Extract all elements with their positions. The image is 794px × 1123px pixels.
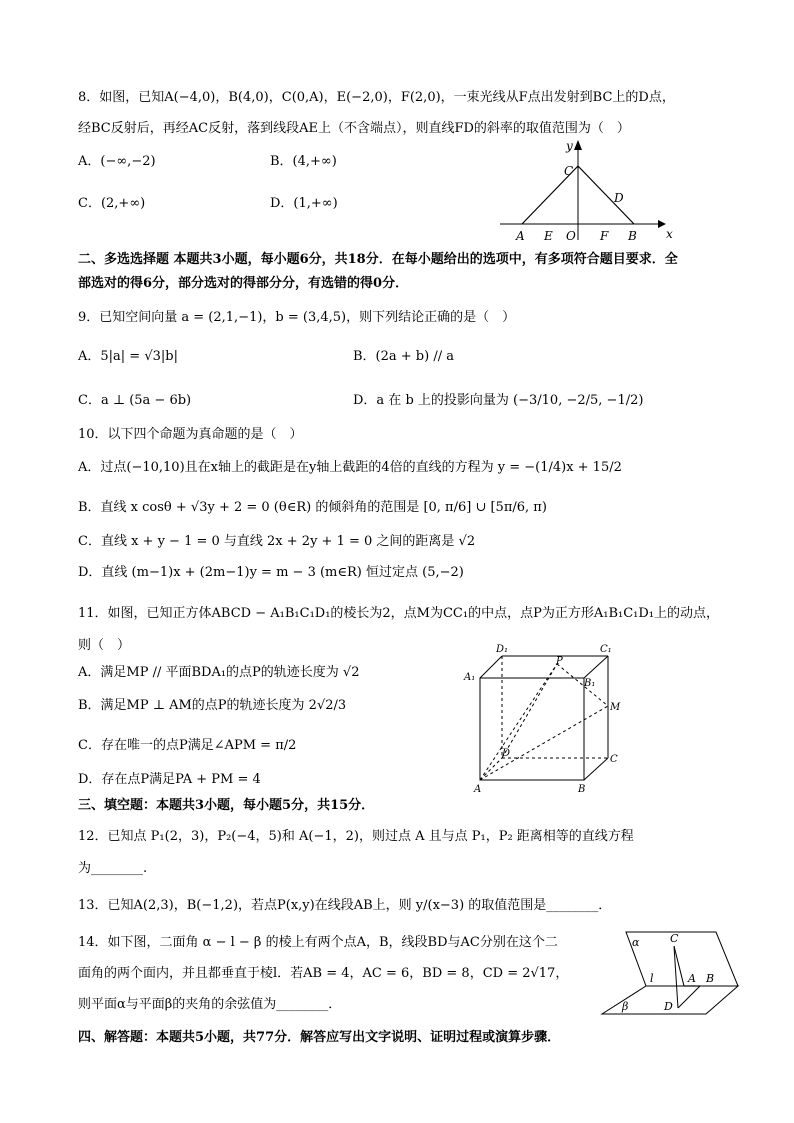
- q11-fig-label-a1: A₁: [464, 672, 476, 683]
- q8-fig-label-b: B: [628, 229, 637, 243]
- q11-option-c: C．存在唯一的点P满足∠APM = π/2: [78, 738, 297, 753]
- q11-fig-label-p: P: [556, 656, 563, 667]
- q11-fig-label-b1: B₁: [584, 678, 596, 689]
- q10-option-d: D．直线 (m−1)x + (2m−1)y = m − 3 (m∈R) 恒过定点 (5,−2): [78, 565, 464, 580]
- q10-option-b: B．直线 x cosθ + √3y + 2 = 0 (θ∈R) 的倾斜角的范围是 [0, π/6] ∪ [5π/6, π): [78, 500, 547, 515]
- q14-dihedral-figure: [598, 926, 748, 1018]
- q10-option-a-equation: y = −(1/4)x + 15/2: [497, 460, 622, 475]
- q14-fig-label-l: l: [650, 972, 654, 985]
- q9-option-d-text: D．a 在 b 上的投影向量为: [353, 393, 509, 408]
- q8-fig-label-o: O: [566, 229, 576, 243]
- q10-stem: 10．以下四个命题为真命题的是（ ）: [78, 427, 303, 442]
- q9-option-c: C．a ⊥ (5a − 6b): [78, 393, 192, 408]
- q14-fig-label-b: B: [706, 972, 715, 985]
- section-2-heading-line2: 部选对的得6分，部分选对的得部分分，有选错的得0分．: [78, 276, 409, 291]
- q8-option-c: C．(2,+∞): [78, 196, 146, 211]
- section-3-heading: 三、填空题：本题共3小题，每小题5分，共15分．: [78, 798, 375, 813]
- q14-fig-label-beta: β: [622, 1000, 629, 1013]
- q10-option-c: C．直线 x + y − 1 = 0 与直线 2x + 2y + 1 = 0 之间的距离是 √2: [78, 534, 476, 549]
- q8-fig-label-d: D: [614, 191, 624, 205]
- q14-fig-label-alpha: α: [632, 936, 640, 949]
- q11-option-b: B．满足MP ⊥ AM的点P的轨迹长度为 2√2/3: [78, 698, 347, 713]
- q9-option-a: A．5|a| = √3|b|: [78, 349, 178, 364]
- q10-option-a: [78, 459, 622, 477]
- q11-stem-line2: 则（ ）: [78, 638, 131, 653]
- q11-fig-label-a: A: [474, 784, 482, 795]
- q14-fig-label-d: D: [664, 1000, 673, 1013]
- q12-stem-line1: 12．已知点 P₁(2，3)，P₂(−4，5)和 A(−1，2)，则过点 A 且与点 P₁，P₂ 距离相等的直线方程: [78, 829, 634, 844]
- q13-stem: 13．已知A(2,3)，B(−1,2)，若点P(x,y)在线段AB上，则 y/(x−3) 的取值范围是________．: [78, 898, 612, 913]
- q9-option-d: [353, 392, 643, 410]
- section-4-heading: 四、解答题：本题共5小题，共77分．解答应写出文字说明、证明过程或演算步骤．: [78, 1030, 561, 1045]
- q9-option-d-vector: (−3/10, −2/5, −1/2): [513, 393, 644, 408]
- q11-fig-label-c1: C₁: [600, 644, 612, 655]
- q14-stem-line3: 则平面α与平面β的夹角的余弦值为________．: [78, 997, 342, 1012]
- q11-fig-label-c: C: [610, 754, 618, 765]
- q8-option-b: B．(4,+∞): [270, 154, 337, 169]
- q9-option-b: B．(2a + b) // a: [353, 349, 454, 364]
- q8-fig-label-x: x: [666, 227, 673, 241]
- q8-fig-label-e: E: [544, 229, 553, 243]
- q11-fig-label-m: M: [610, 702, 621, 713]
- q8-triangle-figure: [500, 140, 680, 250]
- section-2-heading-line1: 二、多选选择题 本题共3小题，每小题6分，共18分．在每小题给出的选项中，有多项符合题目要求．全: [78, 252, 678, 267]
- q11-cube-figure: [462, 640, 632, 795]
- q8-fig-label-f: F: [600, 229, 609, 243]
- q14-stem-line2: 面角的两个面内，并且都垂直于棱l．若AB = 4，AC = 6，BD = 8，CD = 2√17，: [78, 966, 569, 981]
- q11-option-a: A．满足MP // 平面BDA₁的点P的轨迹长度为 √2: [78, 665, 360, 680]
- q8-stem-line2: 经BC反射后，再经AC反射，落到线段AE上（不含端点），则直线FD的斜率的取值范围为（ ）: [78, 121, 630, 136]
- q8-stem-line1: 8．如图，已知A(−4,0)，B(4,0)，C(0,A)，E(−2,0)，F(2,0)，一束光线从F点出发射到BC上的D点，: [78, 90, 675, 105]
- q8-fig-label-c: C: [564, 164, 574, 178]
- q11-fig-label-d1: D₁: [496, 644, 509, 655]
- q14-fig-label-a: A: [688, 972, 696, 985]
- q10-option-a-text: A．过点(−10,10)且在x轴上的截距是在y轴上截距的4倍的直线的方程为: [78, 460, 494, 475]
- q11-fig-label-b: B: [578, 784, 586, 795]
- q8-fig-label-a: A: [516, 229, 525, 243]
- q11-stem-line1: 11．如图，已知正方体ABCD − A₁B₁C₁D₁的棱长为2，点M为CC₁的中点，点P为正方形A₁B₁C₁D₁上的动点，: [78, 606, 719, 621]
- q11-fig-label-d: D: [502, 748, 511, 759]
- q9-stem: 9．已知空间向量 a = (2,1,−1)，b = (3,4,5)，则下列结论正确的是（ ）: [78, 310, 516, 325]
- q8-option-a: A．(−∞,−2): [78, 154, 156, 169]
- q11-option-d: D．存在点P满足PA + PM = 4: [78, 772, 261, 787]
- q8-option-d: D．(1,+∞): [270, 196, 338, 211]
- q14-fig-label-c: C: [670, 932, 679, 945]
- q14-stem-line1: 14．如下图，二面角 α − l − β 的棱上有两个点A，B，线段BD与AC分别在这个二: [78, 935, 558, 950]
- q12-stem-line2: 为________.: [78, 861, 148, 876]
- q8-fig-label-y: y: [566, 139, 573, 153]
